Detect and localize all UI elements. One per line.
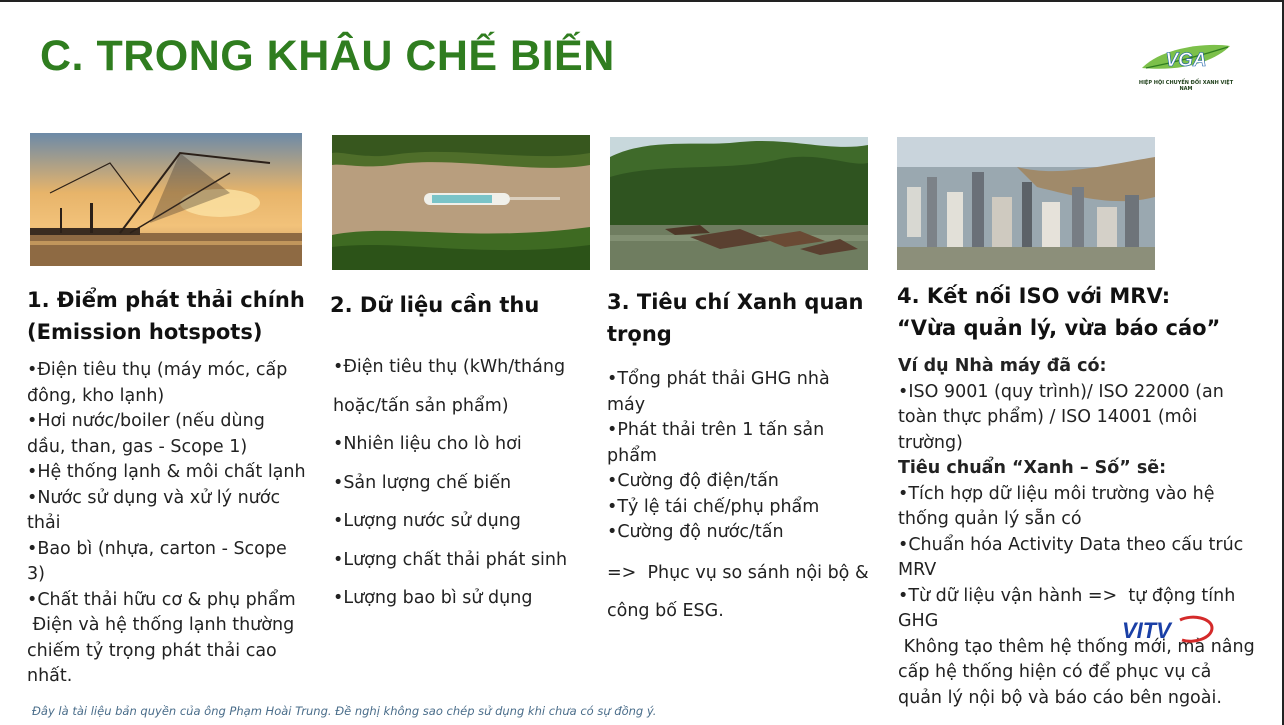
column-1-title-line2: (Emission hotspots) — [27, 320, 263, 344]
column-2-list — [333, 348, 603, 618]
list-item: •Chuẩn hóa Activity Data theo cấu trúc — [898, 534, 1244, 555]
list-item: hoặc/tấn sản phẩm) — [333, 395, 509, 416]
list-item: •Nhiên liệu cho lò hơi — [333, 434, 522, 454]
column-3-list — [607, 367, 882, 630]
column-4-title-line2: “Vừa quản lý, vừa báo cáo” — [897, 316, 1221, 340]
list-item: nhất. — [27, 666, 73, 686]
list-item: •Nước sử dụng và xử lý nước — [27, 487, 281, 508]
list-item: chiếm tỷ trọng phát thải cao — [27, 640, 277, 661]
column-3-note-line2: công bố ESG. — [607, 600, 724, 621]
list-item: trường) — [898, 432, 963, 453]
list-item: máy — [607, 394, 646, 415]
list-item: •Bao bì (nhựa, carton - Scope — [27, 538, 287, 559]
list-item: •Tỷ lệ tái chế/phụ phẩm — [607, 496, 820, 517]
column-1-title-line1: 1. Điểm phát thải chính — [27, 288, 305, 312]
list-item: MRV — [898, 560, 937, 580]
list-item: •Sản lượng chế biến — [333, 472, 512, 493]
list-item: •Từ dữ liệu vận hành => tự động tính — [898, 585, 1236, 606]
list-item: phẩm — [607, 445, 657, 466]
list-item: thống quản lý sẵn có — [898, 509, 1082, 529]
standard-heading: Tiêu chuẩn “Xanh – Số” sẽ: — [898, 458, 1167, 478]
column-4-title-line1: 4. Kết nối ISO với MRV: — [897, 284, 1171, 308]
list-item: •Điện tiêu thụ (kWh/tháng — [333, 357, 566, 377]
list-item: •Chất thải hữu cơ & phụ phẩm — [27, 589, 296, 610]
fishing-net-sunset-photo — [30, 133, 302, 266]
list-item: thải — [27, 513, 61, 533]
list-item: quản lý nội bộ và báo cáo bên ngoài. — [898, 687, 1222, 708]
column-4-title — [897, 280, 1220, 344]
list-item: Không tạo thêm hệ thống mới, mà nâng — [898, 636, 1255, 657]
list-item: dầu, than, gas - Scope 1) — [27, 436, 248, 457]
list-item: •Tích hợp dữ liệu môi trường vào hệ — [898, 483, 1215, 504]
column-3-title-line1: 3. Tiêu chí Xanh quan — [607, 290, 864, 314]
city-skyline-photo — [897, 137, 1155, 270]
vitv-watermark-text: VITV — [1122, 618, 1171, 643]
column-3-title-line2: trọng — [607, 322, 672, 346]
river-boat-aerial-photo — [332, 135, 590, 270]
slide-title: C. TRONG KHÂU CHẾ BIẾN — [40, 32, 615, 80]
list-item: •Cường độ điện/tấn — [607, 471, 779, 491]
column-1-title — [27, 284, 305, 348]
list-item: •Hệ thống lạnh & môi chất lạnh — [27, 462, 306, 482]
list-item: GHG — [898, 611, 939, 631]
list-item: đông, kho lạnh) — [27, 385, 165, 406]
list-item: Điện và hệ thống lạnh thường — [27, 615, 295, 635]
copyright-footer: Đây là tài liệu bản quyền của ông Phạm Hoài Trung. Đề nghị không sao chép sử dụng khi chưa có sự đồng ý. — [32, 704, 657, 718]
vitv-watermark-logo — [1120, 614, 1216, 646]
list-item: cấp hệ thống hiện có để phục vụ cả — [898, 662, 1212, 682]
column-2-title — [330, 289, 539, 321]
logo-mark: VGA — [1165, 50, 1207, 71]
column-2-title-line1: 2. Dữ liệu cần thu — [330, 293, 540, 317]
mekong-boats-photo — [610, 137, 868, 270]
list-item: •Lượng bao bì sử dụng — [333, 588, 533, 608]
list-item: •Cường độ nước/tấn — [607, 522, 784, 542]
list-item: •Hơi nước/boiler (nếu dùng — [27, 411, 265, 431]
column-3-note-line1: => Phục vụ so sánh nội bộ & — [607, 562, 869, 583]
list-item: •Phát thải trên 1 tấn sản — [607, 420, 825, 440]
slide-frame-top — [0, 0, 1284, 2]
example-heading: Ví dụ Nhà máy đã có: — [898, 356, 1107, 376]
list-item: •Điện tiêu thụ (máy móc, cấp — [27, 360, 288, 380]
column-3-title — [607, 286, 864, 350]
list-item: toàn thực phẩm) / ISO 14001 (môi — [898, 407, 1198, 427]
column-4-list — [898, 354, 1268, 711]
list-item: •ISO 9001 (quy trình)/ ISO 22000 (an — [898, 381, 1224, 402]
list-item: •Lượng chất thải phát sinh — [333, 549, 568, 570]
list-item: 3) — [27, 564, 45, 584]
list-item: •Lượng nước sử dụng — [333, 511, 521, 531]
list-item: •Tổng phát thải GHG nhà — [607, 369, 830, 389]
column-1-list — [27, 358, 327, 690]
logo-subtitle: HIỆP HỘI CHUYỂN ĐỔI XANH VIỆT NAM — [1138, 80, 1234, 92]
